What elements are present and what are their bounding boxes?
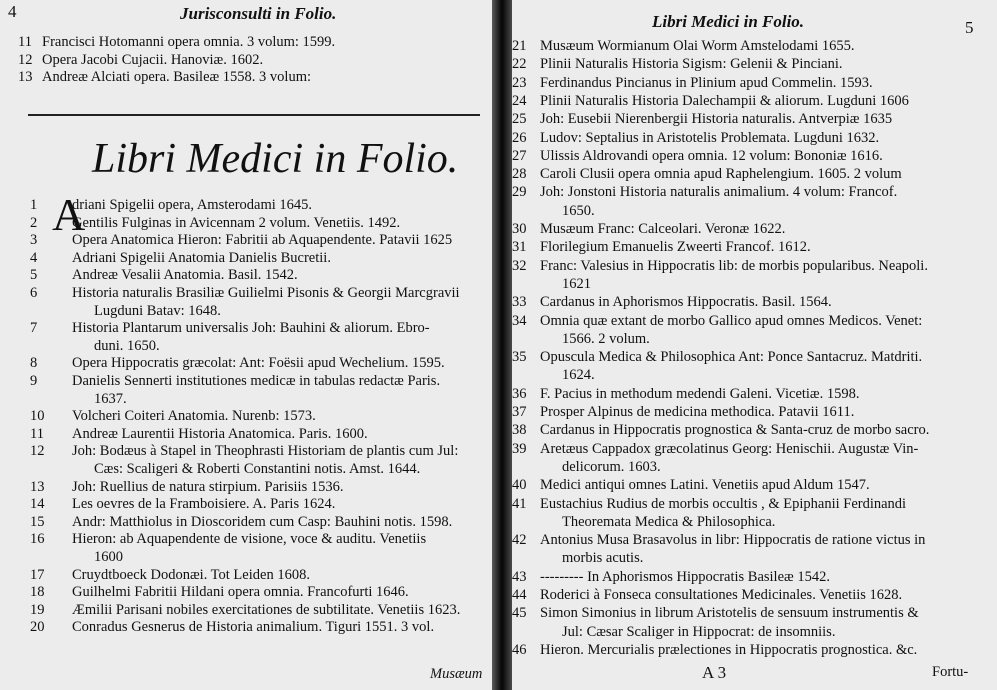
running-header: Jurisconsulti in Folio. (180, 4, 337, 23)
entry-text: Opuscula Medica & Philosophica Ant: Ponce Santacruz. Matdriti. (540, 349, 923, 366)
entry-text: Opera Jacobi Cujacii. Hanoviæ. 1602. (42, 51, 264, 68)
list-item (30, 373, 440, 390)
entry-number: 43 (512, 568, 527, 585)
list-item (30, 267, 298, 284)
entry-text: F. Pacius in methodum medendi Galeni. Vicetiæ. 1598. (540, 385, 860, 402)
drop-cap: A (52, 189, 86, 240)
entry-text: 1600 (94, 549, 123, 565)
list-item (512, 550, 643, 567)
list-item (30, 602, 460, 619)
entry-text: Cardanus in Hippocratis prognostica & Santa-cruz de morbo sacro. (540, 422, 930, 439)
list-item (512, 75, 873, 92)
entry-number: 14 (30, 496, 45, 513)
entry-text: Opera Anatomica Hieron: Fabritii ab Aquapendente. Patavii 1625 (72, 232, 453, 249)
list-item (30, 619, 434, 636)
list-item (30, 232, 452, 249)
entry-number: 34 (512, 312, 527, 329)
entry-text: 1624. (562, 367, 595, 384)
list-item (512, 367, 595, 384)
list-item (18, 69, 311, 86)
entry-text: delicorum. 1603. (562, 458, 661, 475)
list-item (30, 355, 445, 372)
entry-text: Historia Plantarum universalis Joh: Bauhini & aliorum. Ebro- (72, 320, 430, 337)
entry-text: Guilhelmi Fabritii Hildani opera omnia. Francofurti 1646. (72, 584, 409, 601)
entry-number: 12 (18, 51, 33, 68)
entry-text: Danielis Sennerti institutiones medicæ in tabulas redactæ Paris. (72, 373, 441, 389)
entry-text: Theoremata Medica & Philosophica. (562, 513, 776, 530)
entry-text: Musæum Franc: Calceolari. Veronæ 1622. (540, 221, 786, 237)
list-item (512, 276, 591, 293)
list-item (512, 386, 859, 403)
entry-text: Joh: Eusebii Nierenbergii Historia naturalis. Antverpiæ 1635 (540, 111, 893, 128)
entry-text: Ulissis Aldrovandi opera omnia. 12 volum: Bononiæ 1616. (540, 147, 883, 164)
entry-text: Medici antiqui omnes Latini. Venetiis apud Aldum 1547. (540, 477, 870, 494)
list-item (512, 294, 832, 311)
list-item (30, 496, 335, 513)
list-item (512, 441, 918, 458)
entry-number: 20 (30, 619, 45, 636)
entry-number: 38 (512, 422, 527, 439)
entry-text: Conradus Gesnerus de Historia animalium. Tiguri 1551. 3 vol. (72, 619, 435, 636)
left-page (0, 0, 492, 690)
list-item (18, 52, 263, 69)
list-item (512, 239, 811, 256)
entry-text: Æmilii Parisani nobiles exercitationes de subtilitate. Venetiis 1623. (72, 601, 461, 618)
list-item (512, 587, 902, 604)
entry-text: Plinii Naturalis Historia Dalechampii & aliorum. Lugduni 1606 (540, 92, 909, 109)
list-item (30, 567, 310, 584)
catchword: Fortu- (932, 664, 969, 680)
entry-text: Andreæ Alciati opera. Basileæ 1558. 3 volum: (42, 69, 312, 85)
entry-number: 44 (512, 587, 527, 603)
entry-text: Les oevres de la Framboisiere. A. Paris 1624. (72, 496, 336, 513)
entry-text: Volcheri Coiteri Anatomia. Nurenb: 1573. (72, 408, 316, 425)
entry-number: 26 (512, 129, 527, 146)
entry-number: 36 (512, 385, 527, 402)
signature-mark: A 3 (702, 663, 727, 682)
entry-number: 9 (30, 373, 38, 389)
list-item (30, 461, 420, 478)
entry-number: 18 (30, 584, 45, 601)
entry-number: 41 (512, 495, 527, 512)
catchword: Musæum (430, 666, 483, 682)
list-item (30, 250, 331, 267)
entry-number: 31 (512, 239, 527, 256)
list-item (512, 624, 835, 641)
entry-text: Hieron. Mercurialis prælectiones in Hippocratis prognostica. &c. (540, 641, 918, 658)
entry-number: 40 (512, 477, 527, 494)
entry-number: 6 (30, 285, 38, 301)
entry-number: 1 (30, 197, 38, 213)
entry-number: 19 (30, 601, 45, 618)
entry-number: 29 (512, 184, 527, 201)
list-item (30, 479, 343, 496)
page-number: 4 (8, 2, 17, 21)
list-item (512, 477, 870, 494)
list-item (512, 331, 650, 348)
entry-text: Andreæ Vesalii Anatomia. Basil. 1542. (72, 267, 298, 284)
list-item (30, 584, 409, 601)
list-item (30, 443, 458, 460)
entry-number: 39 (512, 440, 527, 457)
entry-number: 10 (30, 408, 45, 425)
entry-text: Plinii Naturalis Historia Sigism: Gelenii & Pinciani. (540, 56, 843, 73)
list-item (512, 203, 595, 220)
entry-number: 5 (30, 267, 38, 284)
page-number: 5 (965, 18, 974, 37)
entry-text: Omnia quæ extant de morbo Gallico apud omnes Medicos. Venet: (540, 312, 923, 329)
entry-text: Ferdinandus Pincianus in Plinium apud Commelin. 1593. (540, 74, 873, 91)
entry-text: duni. 1650. (94, 337, 160, 354)
entry-number: 42 (512, 532, 527, 549)
list-item (512, 532, 925, 549)
entry-text: Cruydtboeck Dodonæi. Tot Leiden 1608. (72, 566, 310, 583)
entry-text: 1566. 2 volum. (562, 330, 650, 347)
entry-number: 27 (512, 147, 527, 164)
entry-text: Joh: Bodæus à Stapel in Theophrasti Historiam de plantis cum Jul: (72, 443, 459, 460)
list-item (512, 642, 917, 659)
list-item (512, 56, 842, 73)
entry-text: Florilegium Emanuelis Zweerti Francof. 1612. (540, 239, 811, 256)
entry-number: 46 (512, 641, 527, 658)
entry-number: 16 (30, 531, 45, 548)
list-item (512, 184, 897, 201)
list-item (30, 303, 221, 320)
entry-number: 30 (512, 221, 527, 237)
list-item (30, 338, 160, 355)
list-item (18, 34, 335, 51)
entry-number: 25 (512, 111, 527, 128)
entry-number: 24 (512, 92, 527, 109)
book-spine (492, 0, 512, 690)
list-item (512, 38, 855, 55)
entry-text: Prosper Alpinus de medicina methodica. Patavii 1611. (540, 404, 855, 420)
right-page (512, 0, 997, 690)
entry-text: Roderici à Fonseca consultationes Medicinales. Venetiis 1628. (540, 587, 903, 603)
entry-number: 23 (512, 74, 527, 91)
list-item (512, 605, 919, 622)
list-item (512, 166, 902, 183)
entry-text: Andreæ Laurentii Historia Anatomica. Paris. 1600. (72, 425, 368, 442)
entry-number: 21 (512, 38, 527, 54)
entry-text: Adriani Spigelii Anatomia Danielis Bucretii. (72, 249, 331, 266)
entry-number: 12 (30, 443, 45, 460)
entry-number: 8 (30, 355, 38, 372)
entry-text: Franc: Valesius in Hippocratis lib: de morbis popularibus. Neapoli. (540, 257, 928, 274)
list-item (512, 569, 830, 586)
entry-number: 15 (30, 513, 45, 530)
list-item (512, 93, 909, 110)
section-title: Libri Medici in Folio. (92, 136, 459, 182)
entry-text: Hieron: ab Aquapendente de visione, voce & auditu. Venetiis (72, 531, 427, 548)
entry-number: 28 (512, 166, 527, 183)
entry-text: Caroli Clusii opera omnia apud Raphelengium. 1605. 2 volum (540, 166, 902, 183)
list-item (512, 313, 922, 330)
entry-text: Gentilis Fulginas in Avicennam 2 volum. Venetiis. 1492. (72, 214, 401, 231)
entry-number: 37 (512, 404, 527, 420)
entry-text: Cardanus in Aphorismos Hippocratis. Basil. 1564. (540, 294, 832, 311)
entry-text: Jul: Cæsar Scaliger in Hippocrat: de insomniis. (562, 623, 836, 640)
entry-text: Lugduni Batav: 1648. (94, 302, 221, 319)
entry-text: Antonius Musa Brasavolus in libr: Hippocratis de ratione victus in (540, 532, 926, 549)
entry-number: 13 (30, 478, 45, 495)
list-item (30, 514, 452, 531)
entry-text: Francisci Hotomanni opera omnia. 3 volum: 1599. (42, 34, 336, 50)
entry-text: driani Spigelii opera, Amsterodami 1645. (72, 197, 313, 213)
entry-number: 35 (512, 349, 527, 366)
entry-text: Andr: Matthiolus in Dioscoridem cum Casp: Bauhini notis. 1598. (72, 513, 453, 530)
list-item (30, 197, 312, 214)
entry-text: 1637. (94, 390, 127, 407)
entry-text: Simon Simonius in librum Aristotelis de sensuum instrumentis & (540, 605, 919, 622)
entry-number: 22 (512, 56, 527, 73)
list-item (512, 130, 879, 147)
list-item (512, 111, 892, 128)
running-header: Libri Medici in Folio. (652, 12, 805, 31)
list-item (30, 408, 316, 425)
entry-number: 11 (30, 425, 44, 442)
list-item (30, 215, 400, 232)
list-item (30, 320, 430, 337)
entry-number: 17 (30, 566, 45, 583)
entry-text: Historia naturalis Brasiliæ Guilielmi Pisonis & Georgii Marcgravii (72, 285, 460, 301)
list-item (30, 426, 368, 443)
entry-text: Ludov: Septalius in Aristotelis Problemata. Lugduni 1632. (540, 129, 880, 146)
entry-text: --------- In Aphorismos Hippocratis Basileæ 1542. (540, 568, 830, 585)
entry-text: morbis acutis. (562, 550, 644, 567)
entry-number: 3 (30, 232, 38, 249)
entry-number: 2 (30, 214, 38, 231)
entry-number: 32 (512, 257, 527, 274)
entry-number: 45 (512, 605, 527, 622)
list-item (512, 496, 906, 513)
list-item (512, 459, 661, 476)
entry-number: 33 (512, 294, 527, 311)
entry-number: 11 (18, 34, 32, 50)
entry-text: Opera Hippocratis græcolat: Ant: Foësii apud Wechelium. 1595. (72, 355, 445, 372)
list-item (30, 285, 460, 302)
list-item (512, 221, 785, 238)
entry-text: Joh: Ruellius de natura stirpium. Parisiis 1536. (72, 478, 344, 495)
entry-number: 4 (30, 249, 38, 266)
list-item (30, 391, 127, 408)
entry-text: Aretæus Cappadox græcolatinus Georg: Henischii. Augustæ Vin- (540, 440, 919, 457)
list-item (30, 531, 426, 548)
section-rule (28, 114, 480, 116)
list-item (30, 549, 123, 566)
entry-number: 7 (30, 320, 38, 337)
list-item (512, 148, 883, 165)
entry-text: Cæs: Scaligeri & Roberti Constantini notis. Amst. 1644. (94, 461, 421, 477)
list-item (512, 422, 929, 439)
list-item (512, 258, 928, 275)
entry-text: 1650. (562, 202, 595, 219)
entry-text: Joh: Jonstoni Historia naturalis animalium. 4 volum: Francof. (540, 184, 898, 201)
entry-text: Eustachius Rudius de morbis occultis , & Epiphanii Ferdinandi (540, 495, 907, 512)
entry-text: Musæum Wormianum Olai Worm Amstelodami 1655. (540, 38, 855, 54)
list-item (512, 404, 854, 421)
entry-number: 13 (18, 69, 33, 85)
entry-text: 1621 (562, 275, 591, 292)
list-item (512, 349, 922, 366)
list-item (512, 514, 775, 531)
